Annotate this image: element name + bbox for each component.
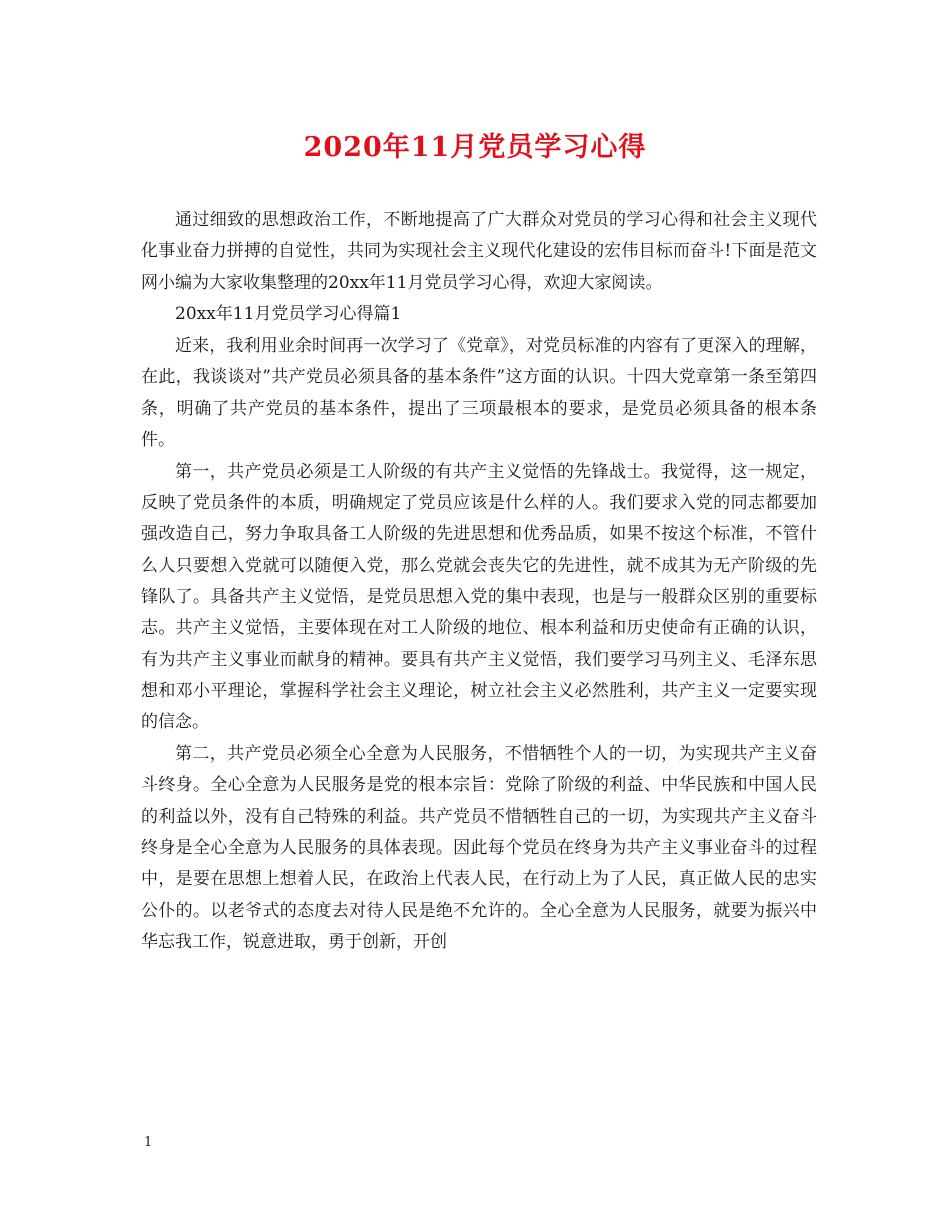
intro-paragraph: 通过细致的思想政治工作，不断地提高了广大群众对党员的学习心得和社会主义现代化事业奋力拼搏的自觉性，共同为实现社会主义现代化建设的宏伟目标而奋斗!下面是范文网小编为大家收集整理的20xx年11月党员学习心得，欢迎大家阅读。 — [141, 210, 817, 293]
page-number: 1 — [144, 1135, 153, 1150]
body-paragraph: 第二，共产党员必须全心全意为人民服务，不惜牺牲个人的一切，为实现共产主义奋斗终身。全心全意为人民服务是党的根本宗旨：党除了阶级的利益、中华民族和中国人民的利益以外，没有自己特殊的利益。共产党员不惜牺牲自己的一切，为实现共产主义奋斗终身是全心全意为人民服务的具体表现。因此每个党员在终身为共产主义事业奋斗的过程中，是要在思想上想着人民，在政治上代表人民，在行动上为了人民，真正做人民的忠实公仆的。以老爷式的态度去对待人民是绝不允许的。全心全意为人民服务，就要为振兴中华忘我工作，锐意进取，勇于创新，开创 — [141, 744, 817, 952]
document-body — [141, 205, 817, 959]
section-heading: 20xx年11月党员学习心得篇1 — [175, 304, 402, 325]
body-paragraph: 第一，共产党员必须是工人阶级的有共产主义觉悟的先锋战士。我觉得，这一规定，反映了党员条件的本质，明确规定了党员应该是什么样的人。我们要求入党的同志都要加强改造自己，努力争取具备工人阶级的先进思想和优秀品质，如果不按这个标准，不管什么人只要想入党就可以随便入党，那么党就会丧失它的先进性，就不成其为无产阶级的先锋队了。具备共产主义觉悟，是党员思想入党的集中表现，也是与一般群众区别的重要标志。共产主义觉悟，主要体现在对工人阶级的地位、根本利益和历史使命有正确的认识，有为共产主义事业而献身的精神。要具有共产主义觉悟，我们要学习马列主义、毛泽东思想和邓小平理论，掌握科学社会主义理论，树立社会主义必然胜利，共产主义一定要实现的信念。 — [141, 461, 817, 733]
body-paragraph: 近来，我利用业余时间再一次学习了《党章》，对党员标准的内容有了更深入的理解，在此，我谈谈对”共产党员必须具备的基本条件”这方面的认识。十四大党章第一条至第四条，明确了共产党员的基本条件，提出了三项最根本的要求，是党员必须具备的根本条件。 — [141, 336, 817, 451]
document-title: 2020年11月党员学习心得 — [303, 132, 647, 163]
